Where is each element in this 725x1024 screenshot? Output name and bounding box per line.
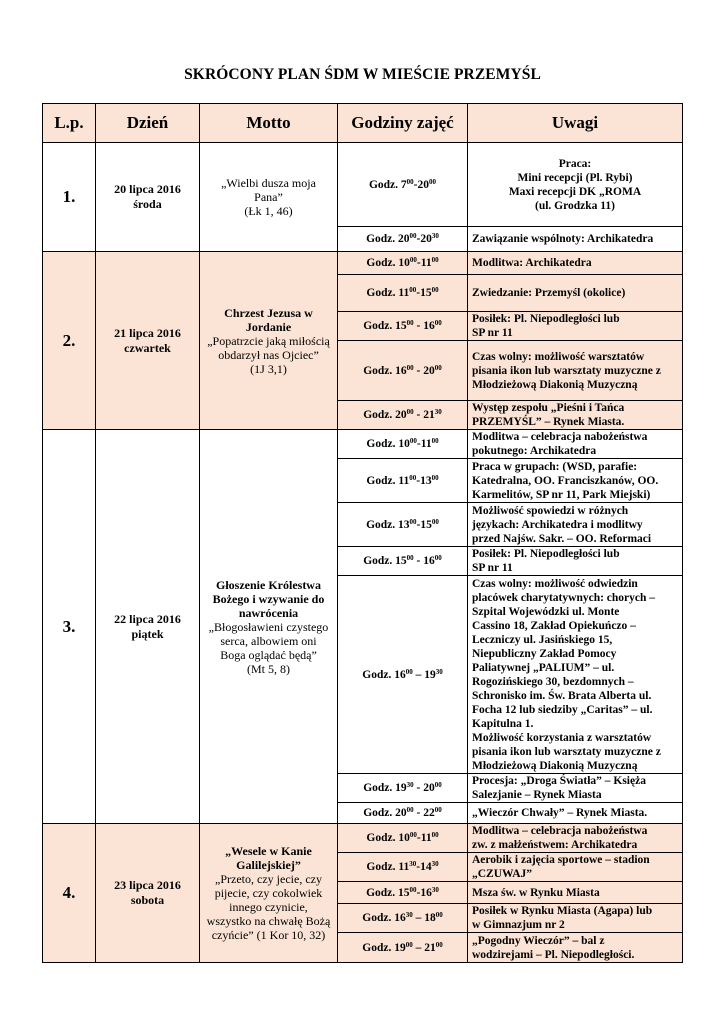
start-hour: 16 xyxy=(395,364,407,377)
header-row xyxy=(43,104,683,143)
end-minutes: 00 xyxy=(434,554,442,562)
hours-prefix: Godz. xyxy=(366,474,399,487)
note-line: PRZEMYŚL” – Rynek Miasta. xyxy=(472,416,625,428)
day-date-line: czwartek xyxy=(124,340,171,355)
note-line: SP nr 11 xyxy=(472,327,513,339)
start-minutes: 00 xyxy=(409,232,417,240)
note-line: Posiłek: Pl. Niepodległości lub xyxy=(472,548,620,560)
session-hours xyxy=(338,803,468,824)
start-minutes: 00 xyxy=(409,831,417,839)
note-line: pisania ikon lub warsztaty muzyczne z xyxy=(472,745,661,758)
start-minutes: 00 xyxy=(409,517,417,526)
end-minutes: 00 xyxy=(429,177,437,186)
note-line: Posiłek w Rynku Miasta (Agapa) lub xyxy=(472,905,653,917)
note-line: Paliatywnej „PALIUM” – ul. xyxy=(472,661,615,674)
session-note xyxy=(468,459,683,503)
motto-quote-line: (1J 3,1) xyxy=(250,361,287,376)
page-title: SKRÓCONY PLAN ŚDM W MIEŚCIE PRZEMYŚL xyxy=(184,66,541,83)
hours-prefix: Godz. xyxy=(362,941,395,954)
note-line: Msza św. w Rynku Miasta xyxy=(472,886,600,899)
motto-title-line: Chrzest Jezusa w xyxy=(224,305,313,320)
end-hour: 18 xyxy=(424,912,436,924)
end-minutes: 00 xyxy=(431,517,439,526)
hours-prefix: Godz. xyxy=(366,861,399,873)
session-hours xyxy=(338,576,468,774)
day-date-line: środa xyxy=(133,197,162,211)
session-note xyxy=(468,275,683,312)
hours-prefix: Godz. xyxy=(366,257,399,269)
day-motto xyxy=(200,430,338,824)
session-hours xyxy=(338,430,468,459)
hours-prefix: Godz. xyxy=(366,886,399,899)
hours-prefix: Godz. xyxy=(363,807,396,819)
motto-quote-line: serca, albowiem oni xyxy=(220,633,317,648)
start-hour: 10 xyxy=(398,257,410,269)
hours-separator: - xyxy=(416,861,421,873)
day-date-line: 22 lipca 2016 xyxy=(114,611,181,626)
start-hour: 15 xyxy=(395,320,407,332)
note-line: Focha 12 lub siedziby „Caritas” – ul. xyxy=(472,703,653,716)
end-hour: 21 xyxy=(423,409,435,421)
start-minutes: 00 xyxy=(409,885,417,894)
day-date-line: sobota xyxy=(130,893,165,907)
note-line: Procesja: „Droga Światła” – Księża xyxy=(472,775,646,787)
note-line: zw. z małżeństwem: Archikatedra xyxy=(472,839,638,851)
note-line: Możliwość korzystania z warsztatów xyxy=(472,731,652,744)
hours-separator: - xyxy=(416,886,421,899)
note-line: Mini recepcji (Pl. Rybi) xyxy=(517,171,633,184)
day-number: 2. xyxy=(43,252,96,430)
day-motto xyxy=(200,252,338,430)
end-hour: 21 xyxy=(424,941,436,954)
session-note xyxy=(468,503,683,547)
start-hour: 11 xyxy=(398,287,410,299)
day-number: 1. xyxy=(43,143,96,252)
start-hour: 20 xyxy=(398,233,410,245)
hours-prefix: Godz. xyxy=(363,409,396,421)
end-hour: 20 xyxy=(417,178,430,191)
note-line: Modlitwa: Archikatedra xyxy=(472,257,592,269)
end-minutes: 00 xyxy=(431,473,439,482)
note-line: placówek charytatywnych: chorych – xyxy=(472,591,656,604)
note-line: Cassino 18, Zakład Opiekuńczo – xyxy=(472,619,636,632)
hours-prefix: Godz. xyxy=(366,233,399,245)
end-hour: 13 xyxy=(420,474,432,487)
hours-separator: - xyxy=(413,409,424,421)
note-line: Zwiedzanie: Przemyśl (okolice) xyxy=(472,287,626,299)
header-lp: L.p. xyxy=(43,104,96,143)
session-hours xyxy=(338,853,468,882)
end-hour: 15 xyxy=(420,518,432,531)
start-minutes: 00 xyxy=(405,940,413,949)
end-hour: 14 xyxy=(420,861,432,873)
motto-quote-line: (Mt 5, 8) xyxy=(247,661,290,676)
note-line: (ul. Grodzka 11) xyxy=(535,199,615,212)
session-note xyxy=(468,430,683,459)
end-hour: 11 xyxy=(420,257,432,269)
header-hours: Godziny zajęć xyxy=(338,104,468,143)
start-minutes: 30 xyxy=(406,781,414,789)
start-minutes: 00 xyxy=(406,177,414,186)
day-motto xyxy=(200,824,338,963)
note-line: Praca w grupach: (WSD, parafie: xyxy=(472,460,638,473)
end-minutes: 00 xyxy=(434,781,442,789)
start-minutes: 00 xyxy=(406,408,414,416)
session-hours xyxy=(338,933,468,963)
end-minutes: 30 xyxy=(434,408,442,416)
end-hour: 19 xyxy=(424,668,436,681)
note-line: Kapitulna 1. xyxy=(472,717,534,730)
day-date xyxy=(96,824,200,963)
hours-separator: – xyxy=(412,668,425,681)
schedule-row xyxy=(43,143,683,227)
hours-prefix: Godz. xyxy=(366,832,399,844)
end-minutes: 00 xyxy=(434,319,442,327)
end-hour: 20 xyxy=(423,782,435,794)
start-minutes: 30 xyxy=(405,911,413,919)
note-line: wodzirejami – Pl. Niepodległości. xyxy=(472,948,635,961)
hours-prefix: Godz. xyxy=(366,518,399,531)
end-minutes: 30 xyxy=(431,232,439,240)
motto-quote-line: „Wielbi dusza moja xyxy=(221,176,316,190)
hours-separator: - xyxy=(413,782,424,794)
start-minutes: 00 xyxy=(406,319,414,327)
start-hour: 15 xyxy=(398,886,410,899)
motto-title-line: Jordanie xyxy=(245,319,292,334)
session-hours xyxy=(338,882,468,904)
hours-prefix: Godz. xyxy=(366,287,399,299)
hours-separator: - xyxy=(413,320,424,332)
start-hour: 7 xyxy=(400,178,407,191)
hours-separator: - xyxy=(413,364,424,377)
motto-quote-line: Boga oglądać będą” xyxy=(220,647,317,662)
hours-separator: - xyxy=(416,438,421,450)
note-line: Czas wolny: możliwość warsztatów xyxy=(472,350,645,363)
session-hours xyxy=(338,824,468,853)
session-note xyxy=(468,341,683,401)
hours-separator: - xyxy=(416,518,421,531)
header-motto: Motto xyxy=(200,104,338,143)
note-line: Zawiązanie wspólnoty: Archikatedra xyxy=(472,233,654,245)
session-note xyxy=(468,252,683,275)
note-line: Karmelitów, SP nr 11, Park Miejski) xyxy=(472,488,651,501)
start-hour: 20 xyxy=(395,409,407,421)
start-hour: 16 xyxy=(394,912,406,924)
start-hour: 19 xyxy=(395,782,407,794)
motto-quote-line: pijecie, czy cokolwiek xyxy=(214,886,323,900)
hours-prefix: Godz. xyxy=(362,912,395,924)
note-line: przed Najśw. Sakr. – OO. Reformaci xyxy=(472,532,652,545)
end-minutes: 30 xyxy=(431,860,439,868)
day-number: 4. xyxy=(43,824,96,963)
note-line: Modlitwa – celebracja nabożeństwa xyxy=(472,431,648,443)
start-hour: 15 xyxy=(395,555,407,567)
start-minutes: 00 xyxy=(406,554,414,562)
note-line: Modlitwa – celebracja nabożeństwa xyxy=(472,825,648,837)
note-line: Czas wolny: możliwość odwiedzin xyxy=(472,577,638,590)
hours-separator: - xyxy=(413,807,424,819)
hours-separator: - xyxy=(416,832,421,844)
header-notes: Uwagi xyxy=(468,104,683,143)
note-line: „Wieczór Chwały” – Rynek Miasta. xyxy=(472,807,648,819)
header-day: Dzień xyxy=(96,104,200,143)
hours-prefix: Godz. xyxy=(363,320,396,332)
end-hour: 11 xyxy=(420,832,432,844)
note-line: Młodzieżową Diakonią Muzyczną xyxy=(472,378,638,391)
note-line: SP nr 11 xyxy=(472,562,513,574)
note-line: Maxi recepcji DK „ROMA xyxy=(508,185,642,198)
motto-quote-line: „Błogosławieni czystego xyxy=(208,619,329,634)
schedule-body xyxy=(43,143,683,963)
session-hours xyxy=(338,774,468,803)
session-hours xyxy=(338,904,468,933)
session-note xyxy=(468,312,683,341)
note-line: Młodzieżową Diakonią Muzyczną xyxy=(472,759,638,772)
hours-separator: - xyxy=(416,474,421,487)
session-hours xyxy=(338,401,468,430)
hours-separator: – xyxy=(412,912,425,924)
note-line: Leczniczy ul. Jasińskiego 15, xyxy=(472,633,613,646)
motto-title-line: Głoszenie Królestwa xyxy=(216,577,321,592)
start-hour: 13 xyxy=(398,518,410,531)
end-minutes: 00 xyxy=(431,256,439,264)
hours-prefix: Godz. xyxy=(363,555,396,567)
session-hours xyxy=(338,503,468,547)
start-minutes: 30 xyxy=(409,860,417,868)
start-minutes: 00 xyxy=(409,473,417,482)
note-line: Praca: xyxy=(558,157,592,170)
note-line: Salezjanie – Rynek Miasta xyxy=(472,789,602,801)
start-minutes: 00 xyxy=(409,256,417,264)
session-hours xyxy=(338,312,468,341)
start-minutes: 00 xyxy=(405,667,413,676)
note-line: Występ zespołu „Pieśni i Tańca xyxy=(472,402,625,414)
day-date xyxy=(96,430,200,824)
day-date-line: piątek xyxy=(131,626,164,641)
day-date xyxy=(96,252,200,430)
start-hour: 20 xyxy=(395,807,407,819)
session-note xyxy=(468,547,683,576)
motto-title-line: Bożego i wzywanie do xyxy=(212,591,325,606)
session-note xyxy=(468,904,683,933)
motto-quote-line: „Przeto, czy jecie, czy xyxy=(215,872,322,886)
note-line: Schronisko im. Św. Brata Alberta ul. xyxy=(472,689,652,702)
start-hour: 10 xyxy=(398,438,410,450)
session-note xyxy=(468,824,683,853)
schedule-row xyxy=(43,824,683,853)
motto-quote-line: czyńcie” (1 Kor 10, 32) xyxy=(211,928,326,942)
note-line: „Pogodny Wieczór” – bal z xyxy=(472,934,605,947)
start-hour: 16 xyxy=(394,668,406,681)
end-minutes: 00 xyxy=(431,286,439,294)
end-minutes: 00 xyxy=(431,437,439,445)
note-line: Aerobik i zajęcia sportowe – stadion xyxy=(472,854,650,866)
hours-prefix: Godz. xyxy=(366,438,399,450)
note-line: językach: Archikatedra i modlitwy xyxy=(472,518,643,531)
session-note xyxy=(468,227,683,252)
end-minutes: 00 xyxy=(434,806,442,814)
note-line: w Gimnazjum nr 2 xyxy=(472,919,565,931)
end-hour: 20 xyxy=(420,233,432,245)
end-minutes: 00 xyxy=(434,363,442,372)
start-hour: 19 xyxy=(394,941,406,954)
hours-separator: - xyxy=(416,233,421,245)
note-line: „CZUWAJ” xyxy=(472,868,533,880)
note-line: Możliwość spowiedzi w różnych xyxy=(472,504,629,517)
hours-separator: - xyxy=(413,178,418,191)
hours-prefix: Godz. xyxy=(362,668,395,681)
note-line: pisania ikon lub warsztaty muzyczne z xyxy=(472,364,661,377)
motto-quote-line: „Popatrzcie jaką miłością xyxy=(207,333,330,348)
motto-quote-line: wszystko na chwałę Bożą xyxy=(206,914,331,928)
session-note xyxy=(468,882,683,904)
session-note xyxy=(468,401,683,430)
session-note xyxy=(468,933,683,963)
end-minutes: 30 xyxy=(435,667,443,676)
session-hours xyxy=(338,227,468,252)
session-note xyxy=(468,576,683,774)
end-hour: 16 xyxy=(420,886,432,899)
note-line: Rogozińskiego 30, bezdomnych – xyxy=(472,675,634,688)
motto-quote-line: innego czynicie, xyxy=(229,900,308,914)
hours-separator: - xyxy=(416,257,421,269)
end-hour: 16 xyxy=(423,320,435,332)
schedule-row xyxy=(43,252,683,275)
hours-prefix: Godz. xyxy=(368,178,401,191)
motto-title-line: „Wesele w Kanie xyxy=(225,844,312,858)
end-hour: 15 xyxy=(420,287,432,299)
start-minutes: 00 xyxy=(409,286,417,294)
session-hours xyxy=(338,459,468,503)
end-hour: 11 xyxy=(420,438,432,450)
start-hour: 11 xyxy=(398,474,410,487)
session-hours xyxy=(338,275,468,312)
session-hours xyxy=(338,143,468,227)
end-hour: 16 xyxy=(423,555,435,567)
day-date-line: 20 lipca 2016 xyxy=(114,182,181,196)
motto-quote-line: Pana” xyxy=(254,190,283,204)
day-date-line: 21 lipca 2016 xyxy=(114,325,181,340)
note-line: pokutnego: Archikatedra xyxy=(472,445,597,457)
hours-separator: - xyxy=(413,555,424,567)
hours-prefix: Godz. xyxy=(363,364,396,377)
end-minutes: 00 xyxy=(435,911,443,919)
end-minutes: 00 xyxy=(435,940,443,949)
end-minutes: 30 xyxy=(431,885,439,894)
session-hours xyxy=(338,547,468,576)
motto-title-line: Galilejskiej” xyxy=(236,858,301,872)
end-hour: 22 xyxy=(423,807,435,819)
session-note xyxy=(468,853,683,882)
day-date xyxy=(96,143,200,252)
start-hour: 11 xyxy=(398,861,410,873)
motto-quote-line: obdarzył nas Ojciec” xyxy=(218,347,319,362)
motto-quote-line: (Łk 1, 46) xyxy=(244,204,293,218)
day-number: 3. xyxy=(43,430,96,824)
note-line: Niepubliczny Zakład Pomocy xyxy=(472,647,617,660)
session-hours xyxy=(338,341,468,401)
session-note xyxy=(468,774,683,803)
motto-title-line: nawrócenia xyxy=(238,605,299,620)
hours-separator: - xyxy=(416,287,421,299)
day-date-line: 23 lipca 2016 xyxy=(114,878,181,892)
note-line: Posiłek: Pl. Niepodległości lub xyxy=(472,313,620,325)
note-line: Katedralna, OO. Franciszkanów, OO. xyxy=(472,474,659,487)
end-minutes: 00 xyxy=(431,831,439,839)
session-hours xyxy=(338,252,468,275)
start-minutes: 00 xyxy=(406,363,414,372)
schedule-row xyxy=(43,430,683,459)
start-minutes: 00 xyxy=(406,806,414,814)
day-motto xyxy=(200,143,338,252)
hours-prefix: Godz. xyxy=(363,782,396,794)
start-hour: 10 xyxy=(398,832,410,844)
start-minutes: 00 xyxy=(409,437,417,445)
session-note xyxy=(468,803,683,824)
end-hour: 20 xyxy=(423,364,435,377)
schedule-table xyxy=(42,103,683,963)
session-note xyxy=(468,143,683,227)
hours-separator: – xyxy=(412,941,425,954)
note-line: Szpital Wojewódzki ul. Monte xyxy=(472,605,620,618)
